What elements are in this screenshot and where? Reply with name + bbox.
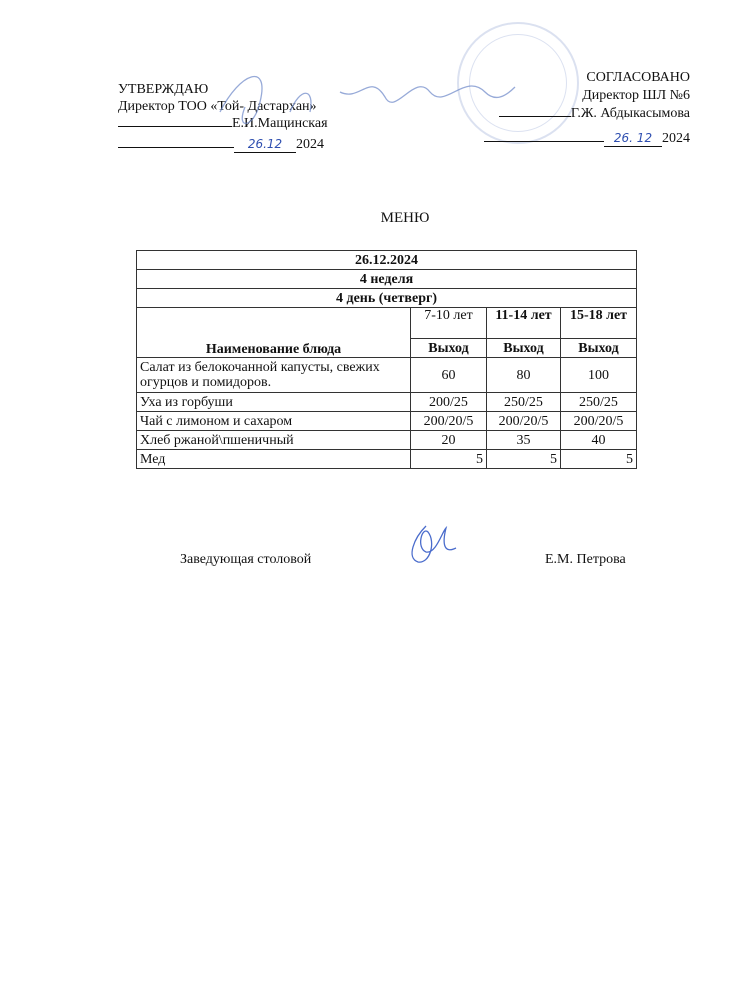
- menu-week: 4 неделя: [137, 270, 637, 289]
- output-header: Выход: [487, 339, 561, 358]
- dish-output: 200/20/5: [487, 412, 561, 431]
- dish-output: 200/25: [411, 393, 487, 412]
- approve-year: 2024: [296, 137, 324, 152]
- table-row: [137, 450, 637, 469]
- dish-output: 40: [561, 431, 637, 450]
- dish-header: Наименование блюда: [137, 308, 411, 358]
- age-group-header: 7-10 лет: [411, 308, 487, 339]
- menu-day: 4 день (четверг): [137, 289, 637, 308]
- dish-output: 5: [411, 450, 487, 469]
- table-row: [137, 431, 637, 450]
- output-header: Выход: [561, 339, 637, 358]
- age-group-header: 11-14 лет: [487, 308, 561, 339]
- dish-output: 5: [561, 450, 637, 469]
- table-row: [137, 289, 637, 308]
- dish-name: Уха из горбуши: [137, 393, 411, 412]
- dish-name: Мед: [137, 450, 411, 469]
- menu-date: 26.12.2024: [137, 251, 637, 270]
- approve-heading: УТВЕРЖДАЮ: [118, 82, 209, 97]
- dish-output: 250/25: [561, 393, 637, 412]
- dish-name: Чай с лимоном и сахаром: [137, 412, 411, 431]
- footer-name: Е.М. Петрова: [545, 552, 626, 567]
- age-group-header: 15-18 лет: [561, 308, 637, 339]
- dish-output: 5: [487, 450, 561, 469]
- dish-output: 100: [561, 358, 637, 393]
- output-header: Выход: [411, 339, 487, 358]
- table-row: [137, 412, 637, 431]
- approve-position: Директор ТОО «Той- Дастархан»: [118, 99, 317, 114]
- dish-output: 20: [411, 431, 487, 450]
- dish-output: 35: [487, 431, 561, 450]
- dish-name: Хлеб ржаной\пшеничный: [137, 431, 411, 450]
- dish-output: 200/20/5: [411, 412, 487, 431]
- footer-role: Заведующая столовой: [180, 552, 312, 567]
- menu-table: [136, 250, 637, 469]
- table-row: [137, 308, 637, 339]
- agree-position: Директор ШЛ №6: [582, 88, 690, 103]
- agree-name: Г.Ж. Абдыкасымова: [570, 106, 690, 121]
- agree-year: 2024: [662, 131, 690, 146]
- table-row: [137, 270, 637, 289]
- table-row: [137, 393, 637, 412]
- agree-heading: СОГЛАСОВАНО: [586, 70, 690, 85]
- approve-name: Е.И.Мащинская: [232, 116, 328, 131]
- dish-name: Салат из белокочанной капусты, свежих огурцов и помидоров.: [137, 358, 411, 393]
- dish-output: 60: [411, 358, 487, 393]
- document-title: МЕНЮ: [380, 210, 430, 226]
- agree-date: 26. 12: [604, 130, 662, 147]
- dish-output: 80: [487, 358, 561, 393]
- approve-date: 26.12: [234, 136, 296, 153]
- table-row: [137, 251, 637, 270]
- director-signature: [200, 52, 530, 142]
- dish-output: 250/25: [487, 393, 561, 412]
- table-row: [137, 358, 637, 393]
- agree-date-line: [484, 130, 690, 147]
- dish-output: 200/20/5: [561, 412, 637, 431]
- manager-signature: [396, 518, 466, 570]
- agree-name-line: [499, 106, 690, 122]
